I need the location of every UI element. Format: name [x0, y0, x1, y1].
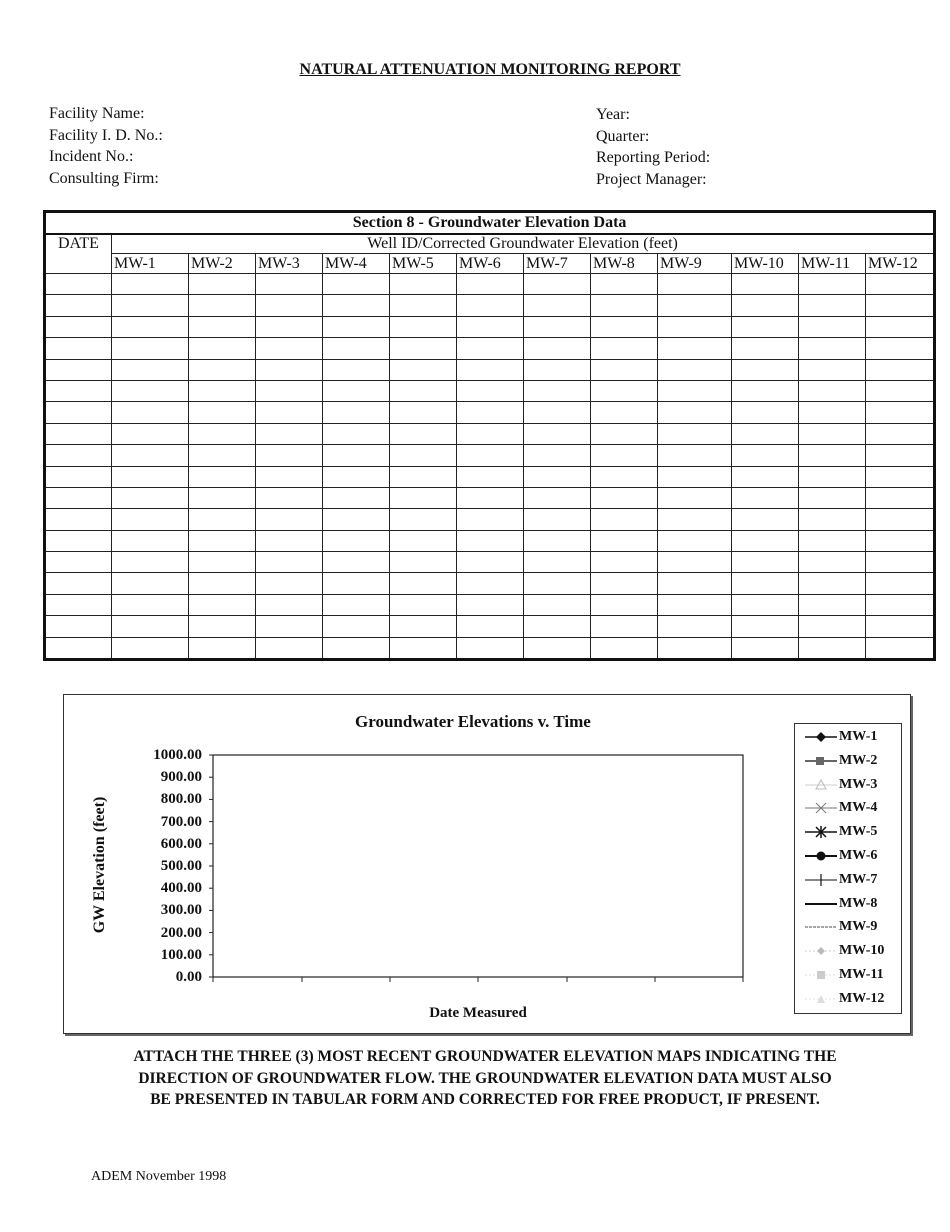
legend-label: MW-11: [839, 967, 884, 982]
diamond-marker-icon: [803, 727, 839, 747]
legend-label: MW-7: [839, 871, 878, 887]
well-header-mw-9: MW-9: [658, 254, 732, 274]
well-header-mw-7: MW-7: [524, 254, 591, 274]
well-group-header: Well ID/Corrected Groundwater Elevation (feet): [112, 234, 935, 254]
y-tick-label: 1000.00: [153, 747, 202, 763]
y-tick-label: 400.00: [160, 880, 202, 897]
well-header-mw-5: MW-5: [390, 254, 457, 274]
y-tick-label: 0.00: [175, 969, 202, 985]
section-title: Section 8 - Groundwater Elevation Data: [45, 212, 935, 235]
notice-line-2: DIRECTION OF GROUNDWATER FLOW. THE GROUNDWATER ELEVATION DATA MUST ALSO: [138, 1069, 832, 1087]
legend-item-mw-9: [803, 917, 877, 937]
plot-frame: [213, 755, 743, 977]
chart-legend: [794, 723, 902, 1014]
legend-item-mw-1: [803, 727, 877, 747]
well-header-mw-4: MW-4: [323, 254, 390, 274]
y-tick-label: 100.00: [160, 946, 202, 963]
legend-item-mw-4: [803, 798, 877, 818]
legend-label: MW-6: [839, 848, 878, 863]
attachment-notice: [0, 1046, 950, 1111]
legend-label: MW-5: [839, 824, 878, 840]
y-tick-label: 700.00: [160, 813, 202, 830]
notice-line-3: BE PRESENTED IN TABULAR FORM AND CORRECTED FOR FREE PRODUCT, IF PRESENT.: [150, 1091, 820, 1108]
facility-id-label: Facility I. D. No.:: [49, 126, 163, 144]
date-column-header: DATE: [45, 234, 112, 274]
chart-title: Groundwater Elevations v. Time: [355, 712, 591, 731]
legend-label: MW-1: [839, 729, 878, 744]
project-manager-label: Project Manager:: [596, 170, 707, 188]
square-marker-icon: [803, 751, 839, 771]
y-tick-label: 300.00: [160, 902, 202, 919]
footer-text: ADEM November 1998: [91, 1169, 227, 1184]
triangle-marker-icon: [803, 775, 839, 795]
line-marker-icon: [803, 917, 839, 937]
circle-marker-icon: [803, 846, 839, 866]
well-header-mw-6: MW-6: [457, 254, 524, 274]
legend-item-mw-2: [803, 751, 877, 771]
triangle-faint-marker-icon: [803, 989, 839, 1009]
dash-marker-icon: [803, 894, 839, 914]
y-tick-label: 600.00: [160, 835, 202, 852]
legend-label: MW-3: [839, 776, 878, 792]
legend-item-mw-10: [803, 941, 884, 961]
y-axis-label-text: GW Elevation (feet): [91, 796, 108, 934]
well-header-mw-12: MW-12: [866, 254, 935, 274]
legend-label: MW-8: [839, 895, 878, 911]
square-faint-marker-icon: [803, 965, 839, 985]
well-header-mw-3: MW-3: [256, 254, 323, 274]
well-header-mw-11: MW-11: [799, 254, 866, 274]
well-header-mw-1: MW-1: [112, 254, 189, 274]
year-label: Year:: [596, 106, 630, 123]
y-tick-label: 900.00: [160, 769, 202, 786]
legend-item-mw-5: [803, 822, 877, 842]
x-axis-label: Date Measured: [429, 1005, 527, 1021]
well-header-mw-10: MW-10: [732, 254, 799, 274]
well-header-mw-8: MW-8: [591, 254, 658, 274]
report-title: NATURAL ATTENUATION MONITORING REPORT: [299, 61, 681, 78]
legend-item-mw-6: [803, 846, 877, 866]
star-marker-icon: [803, 822, 839, 842]
facility-name-label: Facility Name:: [49, 105, 145, 122]
quarter-label: Quarter:: [596, 127, 650, 145]
legend-label: MW-10: [839, 943, 885, 959]
reporting-period-label: Reporting Period:: [596, 149, 711, 166]
notice-line-1: ATTACH THE THREE (3) MOST RECENT GROUNDWATER ELEVATION MAPS INDICATING THE: [133, 1048, 837, 1065]
y-tick-label: 500.00: [160, 858, 202, 874]
y-tick-label: 200.00: [160, 924, 202, 941]
legend-item-mw-11: [803, 965, 884, 985]
legend-label: MW-2: [839, 752, 878, 768]
y-tick-label: 800.00: [160, 791, 202, 808]
legend-label: MW-4: [839, 800, 878, 816]
legend-item-mw-8: [803, 894, 877, 914]
consulting-firm-label: Consulting Firm:: [49, 169, 159, 187]
legend-item-mw-12: [803, 989, 884, 1009]
well-header-mw-2: MW-2: [189, 254, 256, 274]
legend-label: MW-9: [839, 919, 878, 935]
legend-item-mw-3: [803, 775, 877, 795]
x-marker-icon: [803, 798, 839, 818]
legend-label: MW-12: [839, 990, 885, 1006]
legend-item-mw-7: [803, 870, 877, 890]
diamond-faint-marker-icon: [803, 941, 839, 961]
incident-no-label: Incident No.:: [49, 148, 134, 165]
plus-marker-icon: [803, 870, 839, 890]
